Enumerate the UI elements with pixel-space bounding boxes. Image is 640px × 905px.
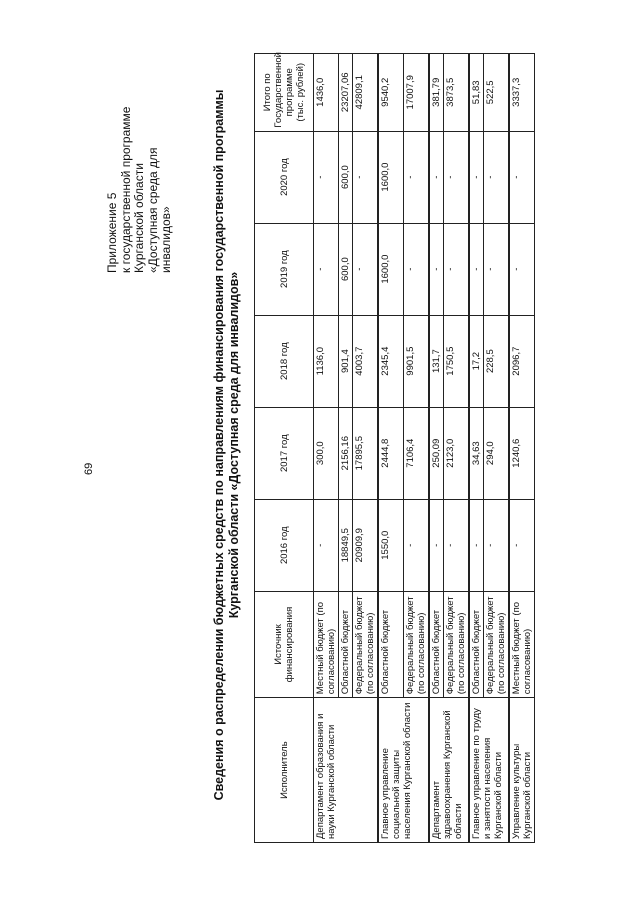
value-2016: 1550,0 — [378, 499, 404, 591]
value-2018: 1750,5 — [444, 315, 470, 407]
value-2017: 1240,6 — [509, 407, 535, 499]
table-row — [378, 54, 404, 843]
header-2017: 2017 год — [255, 407, 314, 499]
value-2020: 600,0 — [339, 131, 353, 223]
header-2016: 2016 год — [255, 499, 314, 591]
value-2016: - — [314, 499, 339, 591]
value-total: 51,83 — [469, 54, 484, 132]
value-2016: - — [469, 499, 484, 591]
value-2019: 600,0 — [339, 223, 353, 315]
value-2018: 1136,0 — [314, 315, 339, 407]
title-line: Сведения о распределении бюджетных средств по направлениям финансирования государственной программы — [212, 89, 226, 801]
header-2020: 2020 год — [255, 131, 314, 223]
appendix-line: к государственной программе — [118, 106, 133, 273]
source-cell: Областной бюджет — [378, 591, 404, 698]
source-cell: Областной бюджет — [469, 591, 484, 698]
source-cell: Местный бюджет (по согласованию) — [314, 591, 339, 698]
value-total: 23207,06 — [339, 54, 353, 132]
value-2016: - — [429, 499, 444, 591]
value-2020: - — [484, 131, 510, 223]
value-total: 9540,2 — [378, 54, 404, 132]
table-row — [314, 54, 339, 843]
value-2018: 4003,7 — [353, 315, 379, 407]
executor-cell: Главное управление по труду и занятости населения Курганской области — [469, 698, 509, 843]
executor-cell: Главное управление социальной защиты населения Курганской области — [378, 698, 429, 843]
value-2020: - — [509, 131, 535, 223]
source-cell: Федеральный бюджет (по согласованию) — [353, 591, 379, 698]
value-2019: 1600,0 — [378, 223, 404, 315]
value-2016: 20909,9 — [353, 499, 379, 591]
value-2019: - — [404, 223, 430, 315]
executor-cell: Управление культуры Курганской области — [509, 698, 535, 843]
budget-table — [254, 53, 535, 843]
value-2019: - — [314, 223, 339, 315]
value-2018: 2345,4 — [378, 315, 404, 407]
value-total: 3337,3 — [509, 54, 535, 132]
value-2017: 17895,5 — [353, 407, 379, 499]
appendix-line: Курганской области — [132, 163, 146, 273]
value-2020: - — [444, 131, 470, 223]
value-2018: 9901,5 — [404, 315, 430, 407]
value-2016: - — [444, 499, 470, 591]
table-row — [509, 54, 535, 843]
value-2017: 250,09 — [429, 407, 444, 499]
source-cell: Областной бюджет — [339, 591, 353, 698]
value-2020: - — [353, 131, 379, 223]
value-total: 1436,0 — [314, 54, 339, 132]
value-2020: - — [469, 131, 484, 223]
value-2018: 901,4 — [339, 315, 353, 407]
table-row — [429, 54, 444, 843]
table-row — [469, 54, 484, 843]
header-total: Итого по Государственной программе (тыс. рублей) — [255, 54, 314, 132]
source-cell: Местный бюджет (по согласованию) — [509, 591, 535, 698]
table-header-row — [255, 54, 314, 843]
value-2019: - — [509, 223, 535, 315]
value-2017: 300,0 — [314, 407, 339, 499]
header-2018: 2018 год — [255, 315, 314, 407]
value-2020: - — [404, 131, 430, 223]
header-2019: 2019 год — [255, 223, 314, 315]
source-cell: Областной бюджет — [429, 591, 444, 698]
value-2017: 2444,8 — [378, 407, 404, 499]
value-total: 381,79 — [429, 54, 444, 132]
value-2017: 2156,16 — [339, 407, 353, 499]
value-2016: - — [404, 499, 430, 591]
value-total: 3873,5 — [444, 54, 470, 132]
value-2020: 1600,0 — [378, 131, 404, 223]
value-2020: - — [314, 131, 339, 223]
value-2017: 34,63 — [469, 407, 484, 499]
value-2019: - — [484, 223, 510, 315]
document-title — [212, 45, 242, 845]
header-executor: Исполнитель — [255, 698, 314, 843]
source-cell: Федеральный бюджет (по согласованию) — [484, 591, 510, 698]
value-2019: - — [444, 223, 470, 315]
value-2020: - — [429, 131, 444, 223]
value-2019: - — [429, 223, 444, 315]
value-2016: 18849,5 — [339, 499, 353, 591]
executor-cell: Департамент образования и науки Курганской области — [314, 698, 379, 843]
value-2017: 2123,0 — [444, 407, 470, 499]
value-2017: 7106,4 — [404, 407, 430, 499]
source-cell: Федеральный бюджет (по согласованию) — [444, 591, 470, 698]
appendix-line: «Доступная среда для — [145, 147, 160, 273]
value-2018: 17,2 — [469, 315, 484, 407]
title-line: Курганской области «Доступная среда для инвалидов» — [227, 271, 241, 619]
value-total: 17007,9 — [404, 54, 430, 132]
value-2019: - — [469, 223, 484, 315]
executor-cell: Департамент здравоохранения Курганской области — [429, 698, 469, 843]
appendix-line: инвалидов» — [159, 206, 173, 273]
value-2017: 294,0 — [484, 407, 510, 499]
value-2016: - — [509, 499, 535, 591]
source-cell: Федеральный бюджет (по согласованию) — [404, 591, 430, 698]
value-2016: - — [484, 499, 510, 591]
value-2019: - — [353, 223, 379, 315]
header-source: Источник финансирования — [255, 591, 314, 698]
value-2018: 228,5 — [484, 315, 510, 407]
value-total: 522,5 — [484, 54, 510, 132]
value-total: 42809,1 — [353, 54, 379, 132]
appendix-line: Приложение 5 — [105, 192, 119, 273]
appendix-note — [106, 63, 174, 273]
value-2018: 2096,7 — [509, 315, 535, 407]
page-number: 69 — [83, 462, 95, 475]
value-2018: 131,7 — [429, 315, 444, 407]
